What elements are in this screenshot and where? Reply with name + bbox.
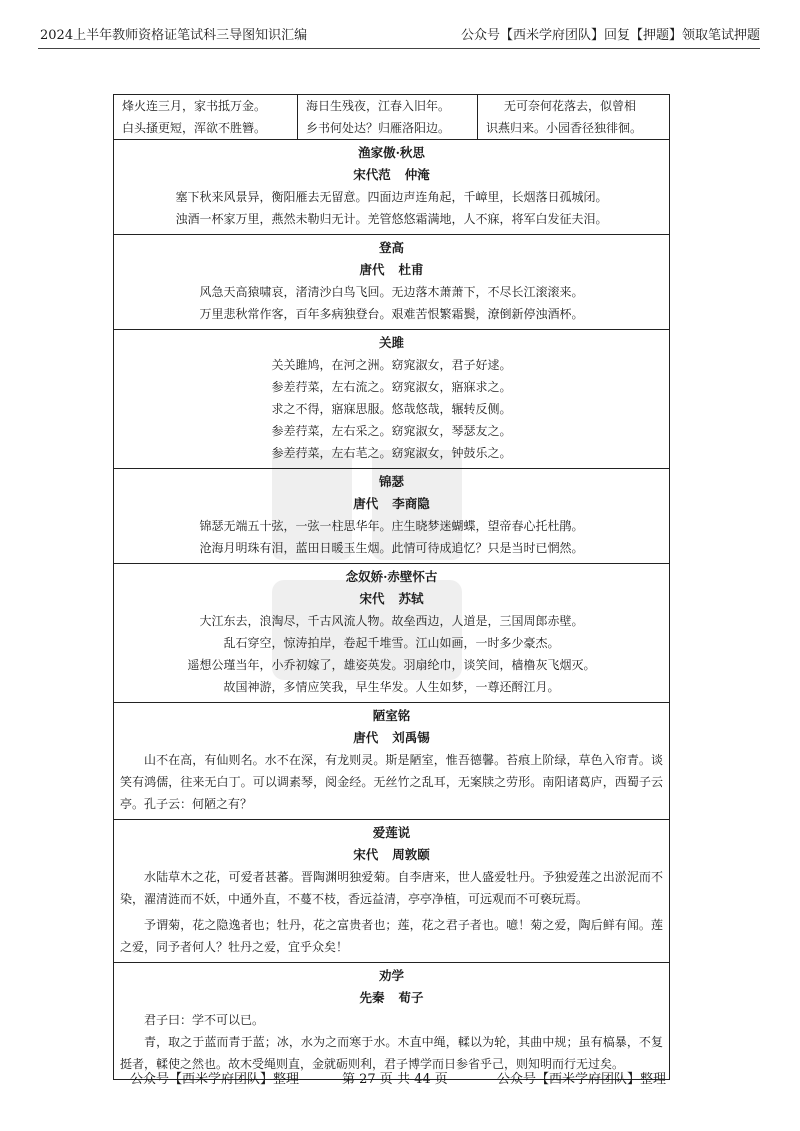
poem-line: 乱石穿空，惊涛拍岸，卷起千堆雪。江山如画，一时多少豪杰。 bbox=[223, 636, 560, 650]
top-cell-3 bbox=[478, 95, 669, 139]
top-cell-2 bbox=[298, 95, 478, 139]
poem-author-name: 杜甫 bbox=[398, 262, 424, 277]
footer-right-text: 公众号【西米学府团队】整理 bbox=[497, 1072, 667, 1087]
prose-paragraph: 君子曰：学不可以已。 bbox=[144, 1013, 265, 1027]
poem-author bbox=[120, 259, 663, 281]
poem-line: 塞下秋来风景异，衡阳雁去无留意。四面边声连角起，千嶂里，长烟落日孤城闭。 bbox=[175, 190, 608, 204]
poem-table bbox=[113, 94, 670, 1080]
top-cell-line: 识燕归来。小园香径独徘徊。 bbox=[486, 121, 643, 135]
header-right-text: 公众号【西米学府团队】回复【押题】领取笔试押题 bbox=[460, 28, 760, 43]
poem-dynasty: 唐代 bbox=[353, 496, 379, 511]
poem-line: 参差荇菜，左右芼之。窈窕淑女，钟鼓乐之。 bbox=[271, 446, 512, 460]
poem-line: 参差荇菜，左右采之。窈窕淑女，琴瑟友之。 bbox=[271, 424, 512, 438]
poem-author bbox=[120, 727, 663, 749]
poem-title: 爱莲说 bbox=[372, 825, 411, 840]
top-cell-line: 白头搔更短，浑欲不胜簪。 bbox=[122, 121, 267, 135]
poem-title: 锦瑟 bbox=[378, 474, 404, 489]
poem-author-name: 周敦颐 bbox=[392, 847, 430, 862]
poem-section bbox=[114, 820, 669, 963]
top-cell-1 bbox=[114, 95, 298, 139]
top-cell-line: 海日生残夜，江春入旧年。 bbox=[306, 99, 451, 113]
poem-line: 大江东去，浪淘尽，千古风流人物。故垒西边，人道是，三国周郎赤壁。 bbox=[199, 614, 584, 628]
poem-author-name: 李商隐 bbox=[392, 496, 430, 511]
poem-title: 陋室铭 bbox=[372, 708, 411, 723]
prose-paragraph: 予谓菊，花之隐逸者也；牡丹，花之富贵者也；莲，花之君子者也。噫！菊之爱，陶后鲜有闻。莲之爱，同予者何人？牡丹之爱，宜乎众矣！ bbox=[120, 918, 663, 954]
top-row bbox=[114, 95, 669, 140]
poem-title: 渔家傲·秋思 bbox=[358, 145, 425, 160]
poem-section bbox=[114, 469, 669, 564]
poem-author bbox=[120, 987, 663, 1009]
page-header bbox=[38, 26, 760, 49]
poem-title: 劝学 bbox=[378, 968, 404, 983]
top-cell-line: 烽火连三月，家书抵万金。 bbox=[122, 99, 267, 113]
poem-title: 关雎 bbox=[378, 335, 404, 350]
poem-title: 登高 bbox=[378, 240, 404, 255]
page-footer bbox=[0, 1068, 800, 1092]
poem-line: 参差荇菜，左右流之。窈窕淑女，寤寐求之。 bbox=[271, 380, 512, 394]
poem-section bbox=[114, 564, 669, 703]
top-cell-line: 乡书何处达？归雁洛阳边。 bbox=[306, 121, 451, 135]
top-cell-line: 无可奈何花落去，似曾相 bbox=[504, 99, 637, 113]
poem-line: 故国神游，多情应笑我，早生华发。人生如梦，一尊还酹江月。 bbox=[223, 680, 560, 694]
poem-section bbox=[114, 703, 669, 820]
poem-author bbox=[120, 588, 663, 610]
poem-line: 锦瑟无端五十弦，一弦一柱思华年。庄生晓梦迷蝴蝶，望帝春心托杜鹃。 bbox=[199, 519, 584, 533]
poem-author-name: 刘禹锡 bbox=[392, 730, 430, 745]
poem-dynasty: 先秦 bbox=[359, 990, 385, 1005]
prose-paragraph: 水陆草木之花，可爱者甚蕃。晋陶渊明独爱菊。自李唐来，世人盛爱牡丹。予独爱莲之出淤泥而不染，濯清涟而不妖，中通外直，不蔓不枝，香远益清，亭亭净植，可远观而不可亵玩焉。 bbox=[120, 870, 663, 906]
poem-author-name: 苏轼 bbox=[398, 591, 424, 606]
poem-line: 求之不得，寤寐思服。悠哉悠哉，辗转反侧。 bbox=[271, 402, 512, 416]
poem-author-name: 荀子 bbox=[398, 990, 424, 1005]
poem-dynasty: 宋代 bbox=[353, 847, 379, 862]
poem-line: 万里悲秋常作客，百年多病独登台。艰难苦恨繁霜鬓，潦倒新停浊酒杯。 bbox=[199, 307, 584, 321]
poem-author bbox=[120, 844, 663, 866]
page-number: 第 27 页 共 44 页 bbox=[342, 1072, 448, 1087]
poem-title: 念奴娇·赤壁怀古 bbox=[345, 569, 438, 584]
header-left-text: 2024上半年教师资格证笔试科三导图知识汇编 bbox=[40, 28, 308, 43]
poem-section bbox=[114, 140, 669, 235]
poem-dynasty: 唐代 bbox=[353, 730, 379, 745]
poem-line: 浊酒一杯家万里，燕然未勒归无计。羌管悠悠霜满地，人不寐，将军白发征夫泪。 bbox=[175, 212, 608, 226]
poem-section bbox=[114, 235, 669, 330]
poem-dynasty: 宋代范 bbox=[353, 167, 391, 182]
poem-dynasty: 宋代 bbox=[359, 591, 385, 606]
poem-author-name: 仲淹 bbox=[404, 167, 430, 182]
poem-section bbox=[114, 963, 669, 1079]
poem-author bbox=[120, 164, 663, 186]
footer-left-text: 公众号【西米学府团队】整理 bbox=[130, 1072, 300, 1087]
poem-author bbox=[120, 493, 663, 515]
prose-paragraph: 青，取之于蓝而青于蓝；冰，水为之而寒于水。木直中绳，輮以为轮，其曲中规；虽有槁暴，不复挺者，輮使之然也。故木受绳则直，金就砺则利，君子博学而日参省乎己，则知明而行无过矣。 bbox=[120, 1035, 663, 1071]
poem-line: 沧海月明珠有泪，蓝田日暖玉生烟。此情可待成追忆？只是当时已惘然。 bbox=[199, 541, 584, 555]
prose-paragraph: 山不在高，有仙则名。水不在深，有龙则灵。斯是陋室，惟吾德馨。苔痕上阶绿，草色入帘青。谈笑有鸿儒，往来无白丁。可以调素琴，阅金经。无丝竹之乱耳，无案牍之劳形。南阳诸葛庐，西蜀子云亭。孔子云：何陋之有？ bbox=[120, 753, 663, 811]
poem-line: 关关雎鸠，在河之洲。窈窕淑女，君子好逑。 bbox=[271, 358, 512, 372]
poem-line: 风急天高猿啸哀，渚清沙白鸟飞回。无边落木萧萧下，不尽长江滚滚来。 bbox=[199, 285, 584, 299]
poem-section bbox=[114, 330, 669, 469]
poem-line: 遥想公瑾当年，小乔初嫁了，雄姿英发。羽扇纶巾，谈笑间，樯橹灰飞烟灭。 bbox=[187, 658, 596, 672]
poem-dynasty: 唐代 bbox=[359, 262, 385, 277]
